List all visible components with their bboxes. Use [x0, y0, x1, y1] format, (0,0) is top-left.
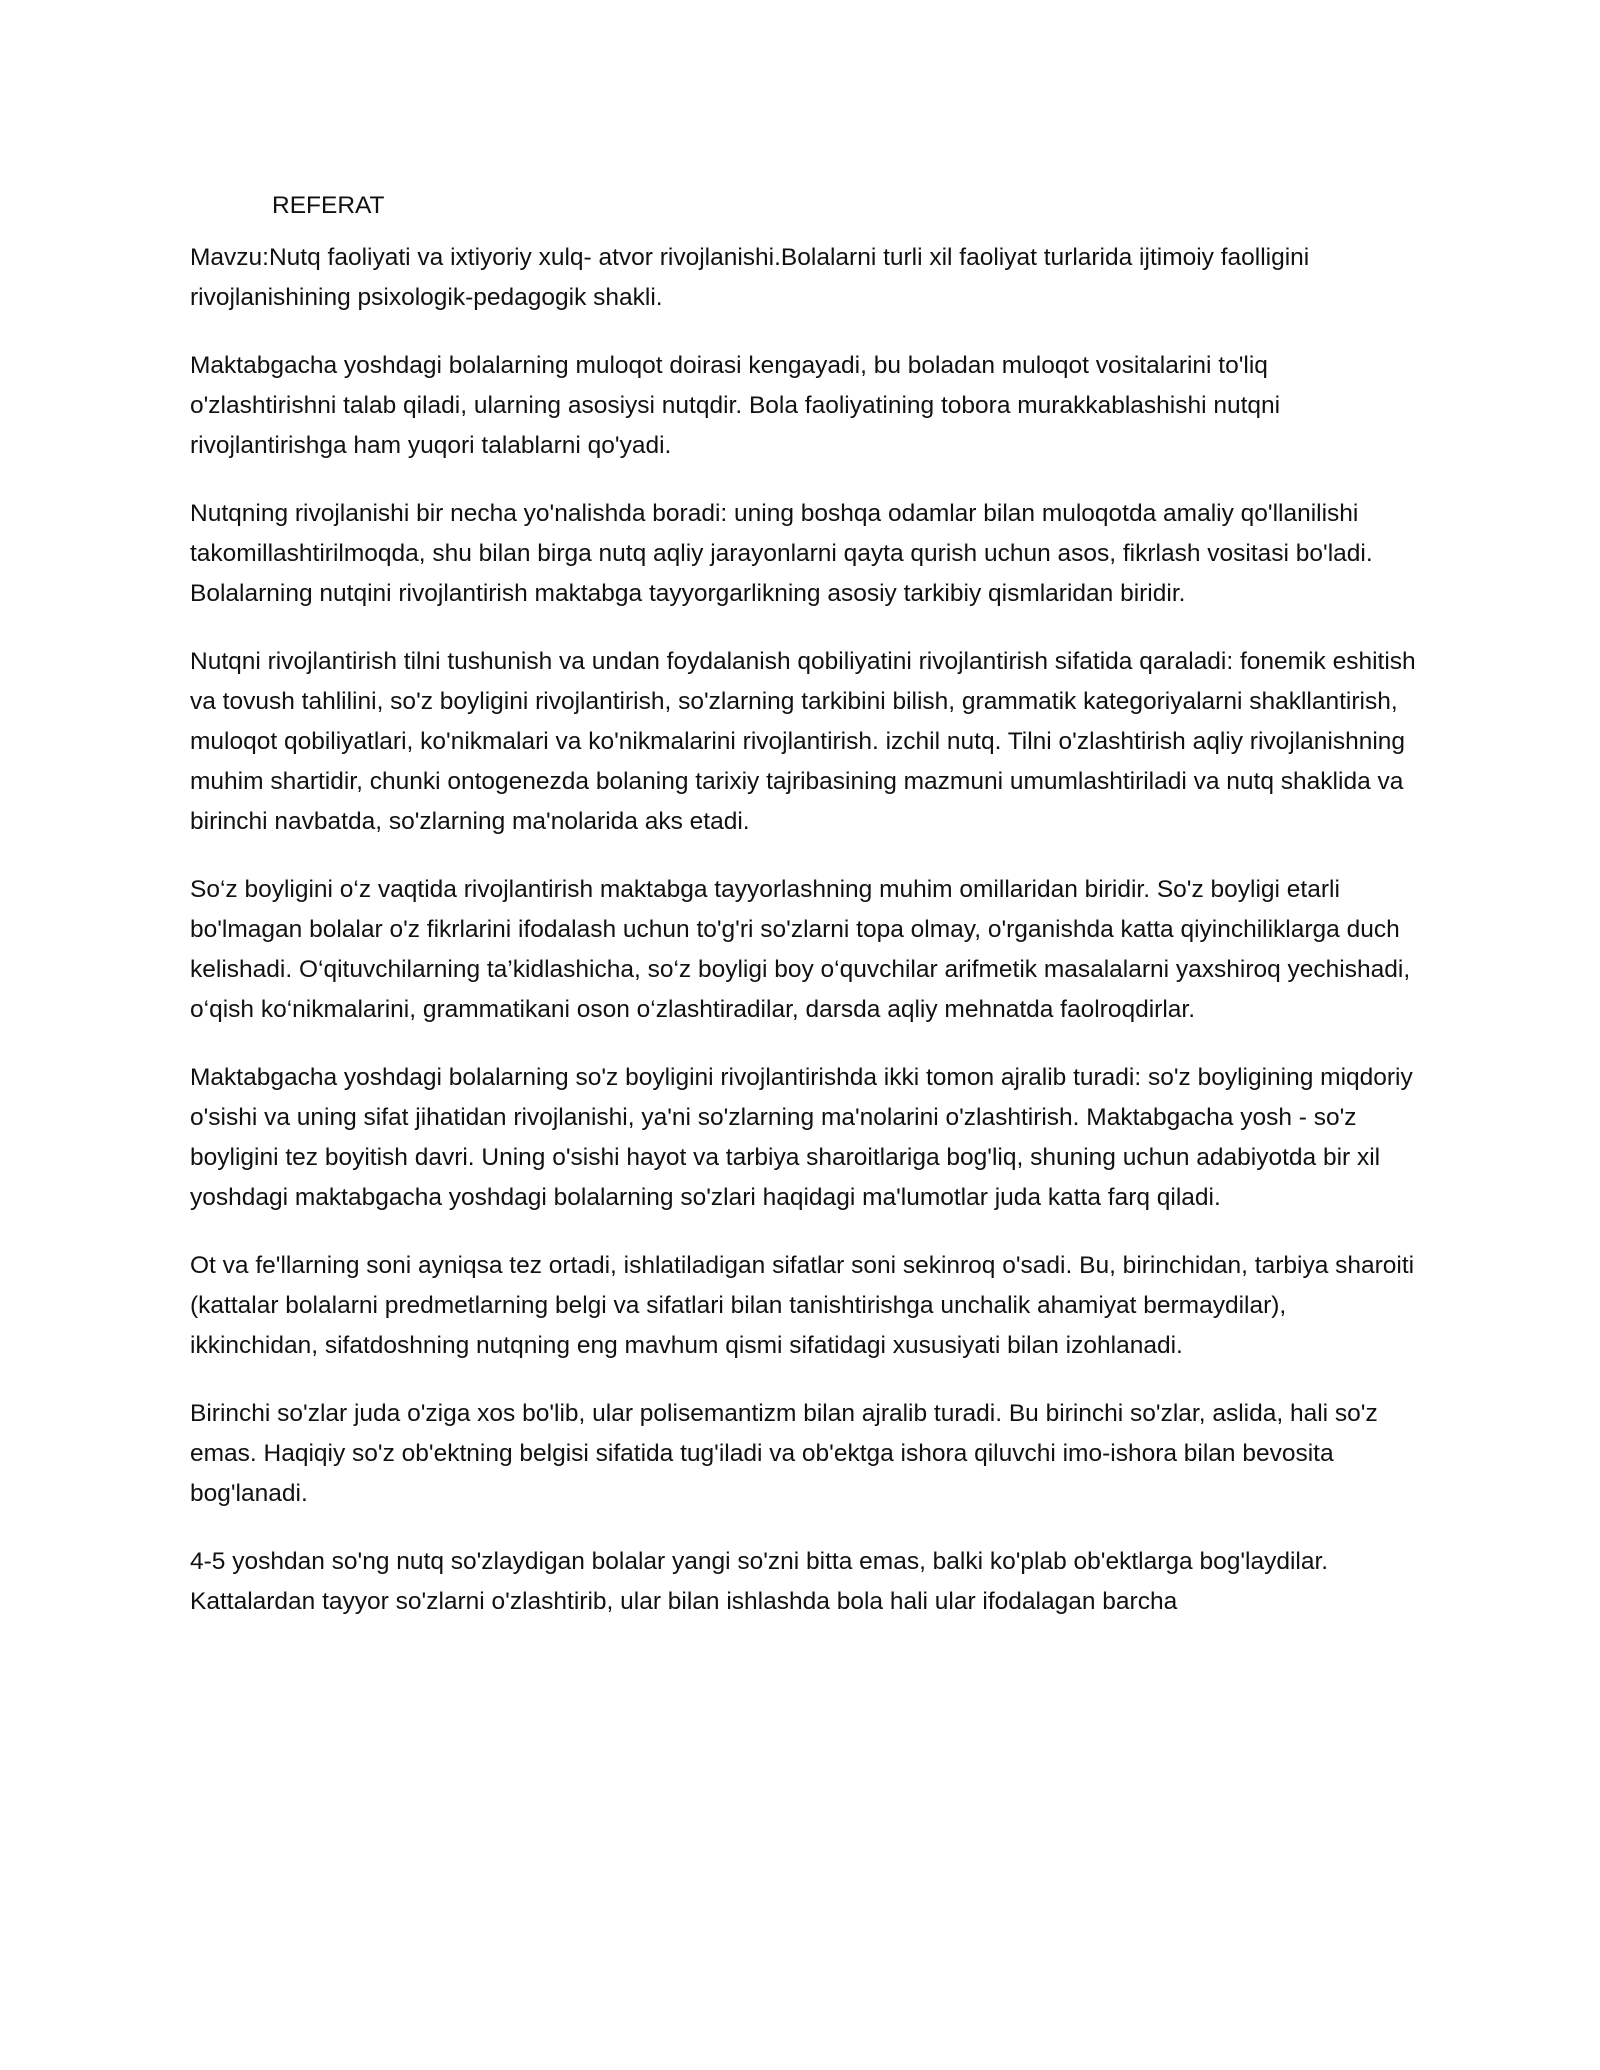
- paragraph: Ot va fe'llarning soni ayniqsa tez ortadi, ishlatiladigan sifatlar soni sekinroq o'sadi. Bu, birinchidan, tarbiya sharoiti (kattalar bolalarni predmetlarning belgi va sifatlari bilan tanishtirishga unchalik ahamiyat bermaydilar), ikkinchidan, sifatdoshning nutqning eng mavhum qismi sifatidagi xususiyati bilan izohlanadi.: [190, 1252, 1415, 1359]
- paragraph: 4-5 yoshdan so'ng nutq so'zlaydigan bolalar yangi so'zni bitta emas, balki ko'plab ob'ektlarga bog'laydilar. Kattalardan tayyor so'zlarni o'zlashtirib, ular bilan ishlashda bola hali ular ifodalagan barcha: [190, 1548, 1329, 1615]
- paragraph: Nutqni rivojlantirish tilni tushunish va undan foydalanish qobiliyatini rivojlantirish sifatida qaraladi: fonemik eshitish va tovush tahlilini, so'z boyligini rivojlantirish, so'zlarning tarkibini bilish, grammatik kategoriyalarni shakllantirish, muloqot qobiliyatlari, ko'nikmalari va ko'nikmalarini rivojlantirish. izchil nutq. Tilni o'zlashtirish aqliy rivojlanishning muhim shartidir, chunki ontogenezda bolaning tarixiy tajribasining mazmuni umumlashtiriladi va nutq shaklida va birinchi navbatda, so'zlarning ma'nolarida aks etadi.: [190, 648, 1416, 835]
- paragraph: Maktabgacha yoshdagi bolalarning muloqot doirasi kengayadi, bu boladan muloqot vositalarini to'liq o'zlashtirishni talab qiladi, ularning asosiysi nutqdir. Bola faoliyatining tobora murakkablashishi nutqni rivojlantirishga ham yuqori talablarni qo'yadi.: [190, 352, 1281, 459]
- document-title: REFERAT: [272, 192, 385, 219]
- paragraph: Nutqning rivojlanishi bir necha yo'nalishda boradi: uning boshqa odamlar bilan muloqotda amaliy qo'llanilishi takomillashtirilmoqda, shu bilan birga nutq aqliy jarayonlarni qayta qurish uchun asos, fikrlash vositasi bo'ladi. Bolalarning nutqini rivojlantirish maktabga tayyorgarlikning asosiy tarkibiy qismlaridan biridir.: [190, 500, 1373, 607]
- document-body: [190, 186, 1420, 1650]
- paragraph: Maktabgacha yoshdagi bolalarning so'z boyligini rivojlantirishda ikki tomon ajralib turadi: so'z boyligining miqdoriy o'sishi va uning sifat jihatidan rivojlanishi, ya'ni so'zlarning ma'nolarini o'zlashtirish. Maktabgacha yosh - so'z boyligini tez boyitish davri. Uning o'sishi hayot va tarbiya sharoitlariga bog'liq, shuning uchun adabiyotda bir xil yoshdagi maktabgacha yoshdagi bolalarning so'zlari haqidagi ma'lumotlar juda katta farq qiladi.: [190, 1064, 1413, 1211]
- paragraph: Birinchi so'zlar juda o'ziga xos bo'lib, ular polisemantizm bilan ajralib turadi. Bu birinchi so'zlar, aslida, hali so'z emas. Haqiqiy so'z ob'ektning belgisi sifatida tug'iladi va ob'ektga ishora qiluvchi imo-ishora bilan bevosita bog'lanadi.: [190, 1400, 1378, 1507]
- paragraph-topic: Mavzu:Nutq faoliyati va ixtiyoriy xulq- atvor rivojlanishi.Bolalarni turli xil faoliyat turlarida ijtimoiy faolligini rivojlanishining psixologik-pedagogik shakli.: [190, 244, 1310, 311]
- paragraph: So‘z boyligini o‘z vaqtida rivojlantirish maktabga tayyorlashning muhim omillaridan biridir. So'z boyligi etarli bo'lmagan bolalar o'z fikrlarini ifodalash uchun to'g'ri so'zlarni topa olmay, o'rganishda katta qiyinchiliklarga duch kelishadi. O‘qituvchilarning ta’kidlashicha, so‘z boyligi boy o‘quvchilar arifmetik masalalarni yaxshiroq yechishadi, o‘qish ko‘nikmalarini, grammatikani oson o‘zlashtiradilar, darsda aqliy mehnatda faolroqdirlar.: [190, 876, 1411, 1023]
